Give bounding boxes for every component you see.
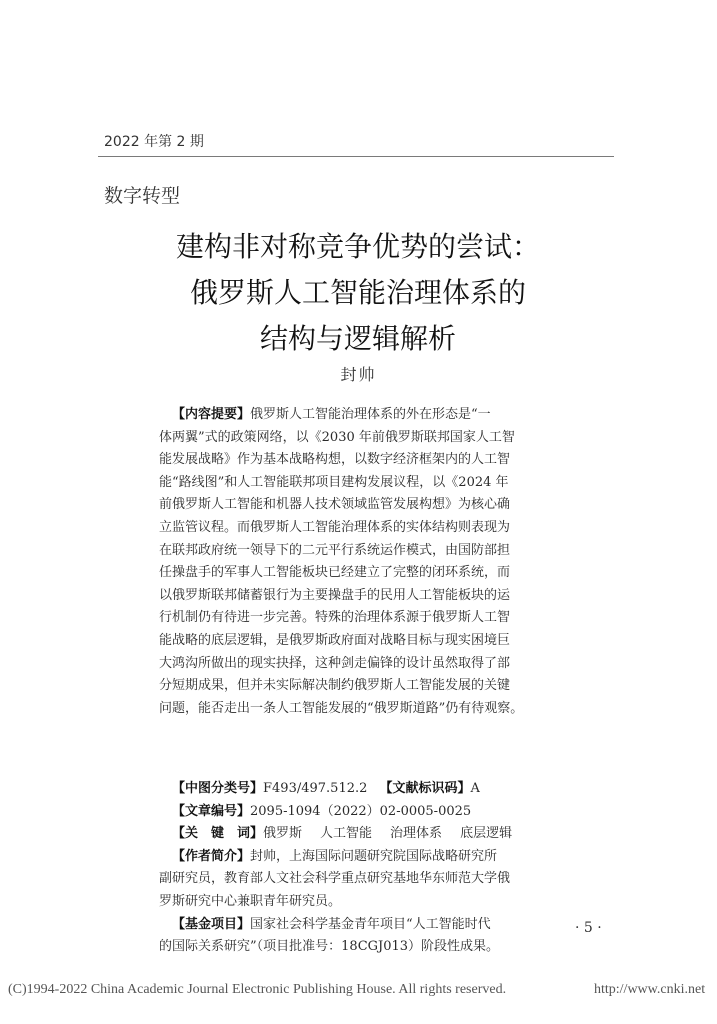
doc-code-value: A (470, 781, 480, 796)
keywords-line (159, 823, 567, 846)
abstract-line: 问题，能否走出一条人工智能发展的“俄罗斯道路”仍有待观察。 (159, 700, 524, 716)
abstract-text: 俄罗斯人工智能治理体系的外在形态是“一 (250, 407, 491, 422)
header-rule (98, 156, 614, 157)
abstract-line: 分短期成果，但并未实际解决制约俄罗斯人工智能发展的关键 (159, 678, 511, 694)
keyword: 底层逻辑 (460, 826, 513, 842)
abstract-line: 前俄罗斯人工智能和机器人技术领域监管发展构想》为核心确 (159, 497, 511, 513)
article-number-label: 【文章编号】 (172, 803, 251, 819)
copyright-text: (C)1994-2022 China Academic Journal Electronic Publishing House. All rights reserved. (8, 982, 507, 997)
metadata-block (159, 778, 567, 959)
fund-text: 国家社会科学基金青年项目“人工智能时代 (250, 916, 491, 932)
classification-label: 【中图分类号】 (172, 781, 264, 796)
abstract-line: 能发展战略》作为基本战略构想，以数字经济框架内的人工智 (159, 452, 511, 468)
abstract-line: 大鸿沟所做出的现实抉择，这种剑走偏锋的设计虽然取得了部 (159, 655, 511, 671)
abstract-block (159, 404, 567, 720)
author-intro-line: 副研究员，教育部人文社会科学重点研究基地华东师范大学俄 (159, 871, 511, 887)
keyword: 俄罗斯 (263, 826, 303, 842)
abstract-line: 行机制仍有待进一步完善。特殊的治理体系源于俄罗斯人工智 (159, 610, 511, 626)
author-intro-line: 罗斯研究中心兼职青年研究员。 (159, 893, 342, 909)
abstract-line: 立监管议程。而俄罗斯人工智能治理体系的实体结构则表现为 (159, 519, 511, 535)
footer-url[interactable]: http://www.cnki.net (594, 982, 706, 997)
abstract-line: 能“路线图”和人工智能联邦项目建构发展议程，以《2024 年 (159, 474, 509, 490)
issue-label: 2022 年第 2 期 (104, 134, 204, 150)
title-line-2: 俄罗斯人工智能治理体系的 (189, 276, 526, 309)
abstract-line: 以俄罗斯联邦储蓄银行为主要操盘手的民用人工智能板块的运 (159, 587, 511, 603)
abstract-line: 在联邦政府统一领导下的二元平行系统运作模式，由国防部担 (159, 542, 511, 558)
title-line-3: 结构与逻辑解析 (259, 322, 456, 355)
keyword: 人工智能 (320, 826, 373, 842)
article-title (100, 224, 616, 362)
fund-line: 的国际关系研究”（项目批准号：18CGJ013）阶段性成果。 (159, 939, 500, 955)
abstract-line: 能战略的底层逻辑，是俄罗斯政府面对战略目标与现实困境巨 (159, 632, 511, 648)
article-number-line (159, 801, 567, 824)
abstract-label: 【内容提要】 (172, 407, 251, 422)
page-number: · 5 · (575, 920, 602, 936)
column-name: 数字转型 (104, 185, 181, 207)
fund-line (159, 914, 567, 937)
copyright-footer (8, 982, 713, 998)
classification-line (159, 778, 567, 801)
keywords-label: 【关 键 词】 (172, 826, 264, 842)
fund-label: 【基金项目】 (172, 916, 251, 932)
author-intro-line (159, 846, 567, 869)
article-number-value: 2095-1094（2022）02-0005-0025 (250, 803, 472, 819)
author-name: 封帅 (340, 365, 377, 384)
title-line-1: 建构非对称竞争优势的尝试： (175, 230, 540, 263)
abstract-line: 体两翼”式的政策网络，以《2030 年前俄罗斯联邦国家人工智 (159, 429, 515, 445)
doc-code-label: 【文献标识码】 (379, 781, 471, 796)
abstract-line (159, 404, 567, 427)
classification-value: F493/497.512.2 (263, 781, 368, 796)
keyword: 治理体系 (390, 826, 443, 842)
author-intro-text: 封帅，上海国际问题研究院国际战略研究所 (250, 848, 498, 864)
abstract-line: 任操盘手的军事人工智能板块已经建立了完整的闭环系统，而 (159, 565, 511, 581)
author-intro-label: 【作者简介】 (172, 848, 251, 864)
